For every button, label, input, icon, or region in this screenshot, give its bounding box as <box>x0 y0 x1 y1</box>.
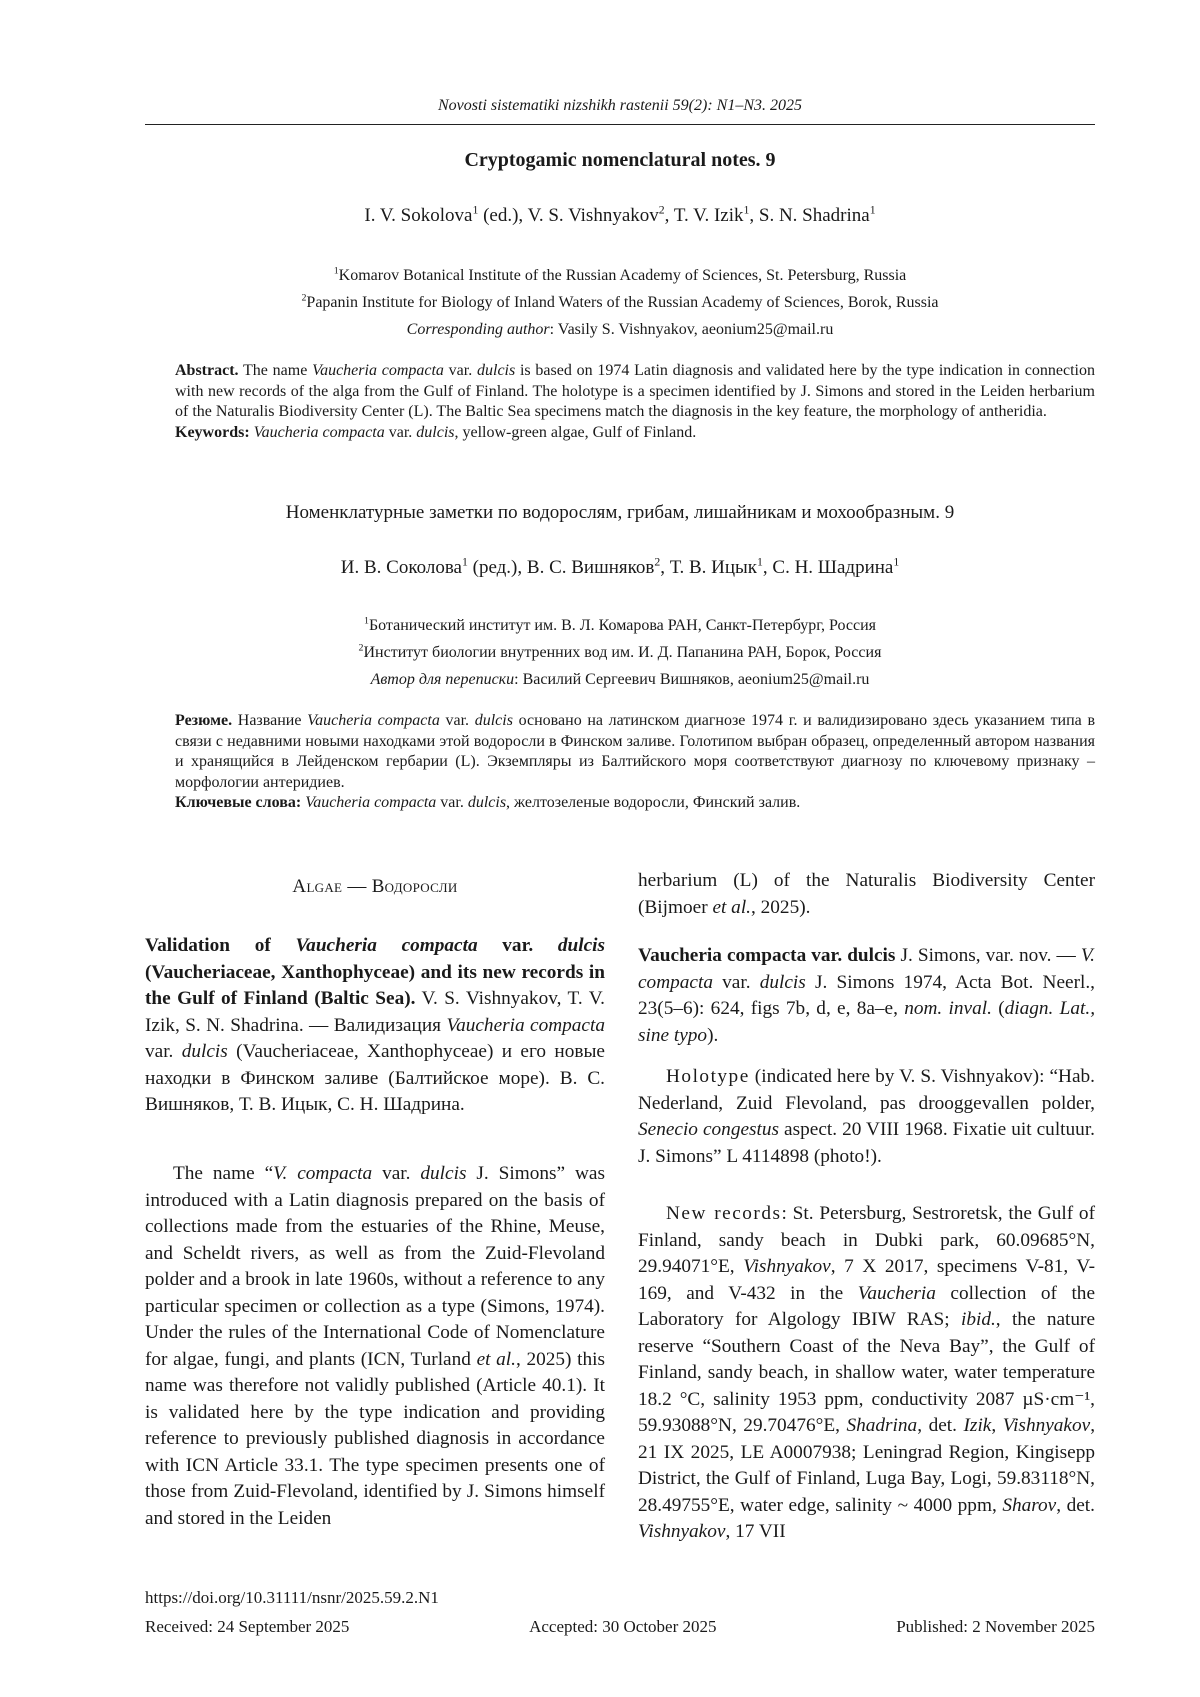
article-title: Validation of Vaucheria compacta var. dulcis (Vaucheriaceae, Xanthophyceae) and its new records in the Gulf of Finland (Baltic Sea). V. S. Vishnyakov, T. V. Izik, S. N. Shadrina. — Валидизация Vaucheria compacta var. dulcis (Vaucheriaceae, Xanthophyceae) и его новые находки в Финском заливе (Балтийское море). В. С. Вишняков, Т. В. Ицык, С. Н. Шадрина. <box>145 935 606 1115</box>
author-2: V. S. Vishnyakov$^2$, <box>527 203 674 226</box>
author-4: S. N. Shadrina$^1$ <box>758 203 876 226</box>
affiliations-en <box>145 262 1095 343</box>
intro-continuation: herbarium (L) of the Naturalis Biodiversity Center (Bijmoer et al., 2025). <box>638 870 1095 918</box>
accepted-date: Accepted: 30 October 2025 <box>529 1617 717 1636</box>
holotype-paragraph: Holotype (indicated here by V. S. Vishnyakov): “Hab. Nederland, Zuid Flevoland, pas drooggevallen polder, Senecio congestus aspect. 20 VIII 1968. Fixatie uit cultuur. J. Simons” L 4114898 (photo!). <box>638 1066 1095 1167</box>
footer-dates <box>145 1617 1095 1637</box>
abstract-en <box>145 361 1095 443</box>
author-2-ru: В. С. Вишняков$^2$, <box>526 555 670 578</box>
section-heading: Algae — Водоросли <box>292 876 458 897</box>
keywords: Keywords: Vaucheria compacta var. dulcis, yellow-green algae, Gulf of Finland. <box>175 423 697 441</box>
affiliation-2-ru: $^2$Институт биологии внутренних вод им. И. Д. Папанина РАН, Борок, Россия <box>358 642 882 661</box>
abstract-text-ru: Резюме. Название Vaucheria compacta var. dulcis основано на латинском диагнозе 1974 г. и валидизировано здесь указанием типа в связи с недавними новыми находками этой водоросли в Финском заливе. Голотипом выбран образец, определенный автором названия и хранящийся в Лейденском гербарии (L). Экземпляры из Балтийского моря соответствуют диагнозу по ключевому признаку – морфологии антеридиев. <box>175 712 1096 791</box>
author-3: T. V. Izik$^1$, <box>673 203 759 226</box>
received-date: Received: 24 September 2025 <box>145 1617 350 1636</box>
new-records-paragraph: New records: St. Petersburg, Sestroretsk, the Gulf of Finland, sandy beach in Dubki park, 60.09685°N, 29.94071°E, Vishnyakov, 7 X 2017, specimens V-81, V-169, and V-432 in the Vaucheria collection of the Laboratory for Algology IBIW RAS; ibid., the nature reserve “Southern Coast of the Neva Bay”, the Gulf of Finland, sandy beach, in shallow water, water temperature 18.2 °C, salinity 1953 ppm, conductivity 2087 µS·cm⁻¹, 59.93088°N, 29.70476°E, Shadrina, det. Izik, Vishnyakov, 21 IX 2025, LE A0007938; Leningrad Region, Kingisepp District, the Gulf of Finland, Luga Bay, Logi, 59.83118°N, 28.49755°E, water edge, salinity ~ 4000 ppm, Sharov, det. Vishnyakov, 17 VII <box>638 1203 1096 1542</box>
nomenclature-paragraph: Vaucheria compacta var. dulcis J. Simons, var. nov. — V. compacta var. dulcis J. Simons 1974, Acta Bot. Neerl., 23(5–6): 624, figs 7b, d, e, 8a–e, nom. inval. (diagn. Lat., sine typo). <box>638 945 1096 1046</box>
authors-en <box>145 205 1095 227</box>
corresponding-author-ru: Автор для переписки: Василий Сергеевич Вишняков, aeonium25@mail.ru <box>370 671 870 688</box>
author-3-ru: Т. В. Ицык$^1$, <box>669 555 773 578</box>
author-4-ru: С. Н. Шадрина$^1$ <box>772 555 900 578</box>
affiliations-ru <box>145 612 1095 693</box>
abstract-ru <box>145 711 1095 814</box>
affiliation-2: $^2$Papanin Institute for Biology of Inland Waters of the Russian Academy of Sciences, Borok, Russia <box>301 292 939 311</box>
running-head: Novosti sistematiki nizshikh rastenii 59(2): N1–N3. 2025 <box>438 97 802 114</box>
header-rule <box>145 124 1095 125</box>
authors-ru <box>145 557 1095 579</box>
article-title-block <box>145 933 605 1119</box>
affiliation-1-ru: $^1$Ботанический институт им. В. Л. Комарова РАН, Санкт-Петербург, Россия <box>363 615 877 634</box>
intro-paragraph: The name “V. compacta var. dulcis J. Simons” was introduced with a Latin diagnosis prepared on the basis of collections made from the estuaries of the Rhine, Meuse, and Scheldt rivers, as well as from the Zuid-Flevoland polder and a brook in late 1960s, without a reference to any particular specimen or collection as a type (Simons, 1974). Under the rules of the International Code of Nomenclature for algae, fungi, and plants (ICN, Turland et al., 2025) this name was therefore not validly published (Article 40.1). It is validated here by the type indication and providing reference to previously published diagnosis in accordance with ICN Article 33.1. The type specimen presents one of those from Zuid-Flevoland, identified by J. Simons himself and stored in the Leiden <box>145 1163 605 1529</box>
author-1: I. V. Sokolova$^1$ (ed.), <box>364 203 528 226</box>
paper-page <box>145 0 1095 1697</box>
keywords-ru: Ключевые слова: Vaucheria compacta var. dulcis, желтозеленые водоросли, Финский залив. <box>175 794 801 811</box>
abstract-text: Abstract. The name Vaucheria compacta var. dulcis is based on 1974 Latin diagnosis and validated here by the type indication in connection with new records of the alga from the Gulf of Finland. The holotype is a specimen identified by J. Simons and stored in the Leiden herbarium of the Naturalis Biodiversity Center (L). The Baltic Sea specimens match the diagnosis in the key feature, the morphology of antheridia. <box>175 362 1095 420</box>
author-1-ru: И. В. Соколова$^1$ (ред.), <box>340 555 527 578</box>
published-date: Published: 2 November 2025 <box>896 1617 1095 1636</box>
corresponding-author: Corresponding author: Vasily S. Vishnyakov, aeonium25@mail.ru <box>406 321 834 338</box>
affiliation-1: $^1$Komarov Botanical Institute of the Russian Academy of Sciences, St. Petersburg, Russia <box>333 265 907 284</box>
paper-title-ru: Номенклатурные заметки по водорослям, грибам, лишайникам и мохообразным. 9 <box>285 502 955 523</box>
paper-title-en: Cryptogamic nomenclatural notes. 9 <box>464 149 776 171</box>
doi-link[interactable]: https://doi.org/10.31111/nsnr/2025.59.2.N1 <box>145 1588 439 1607</box>
